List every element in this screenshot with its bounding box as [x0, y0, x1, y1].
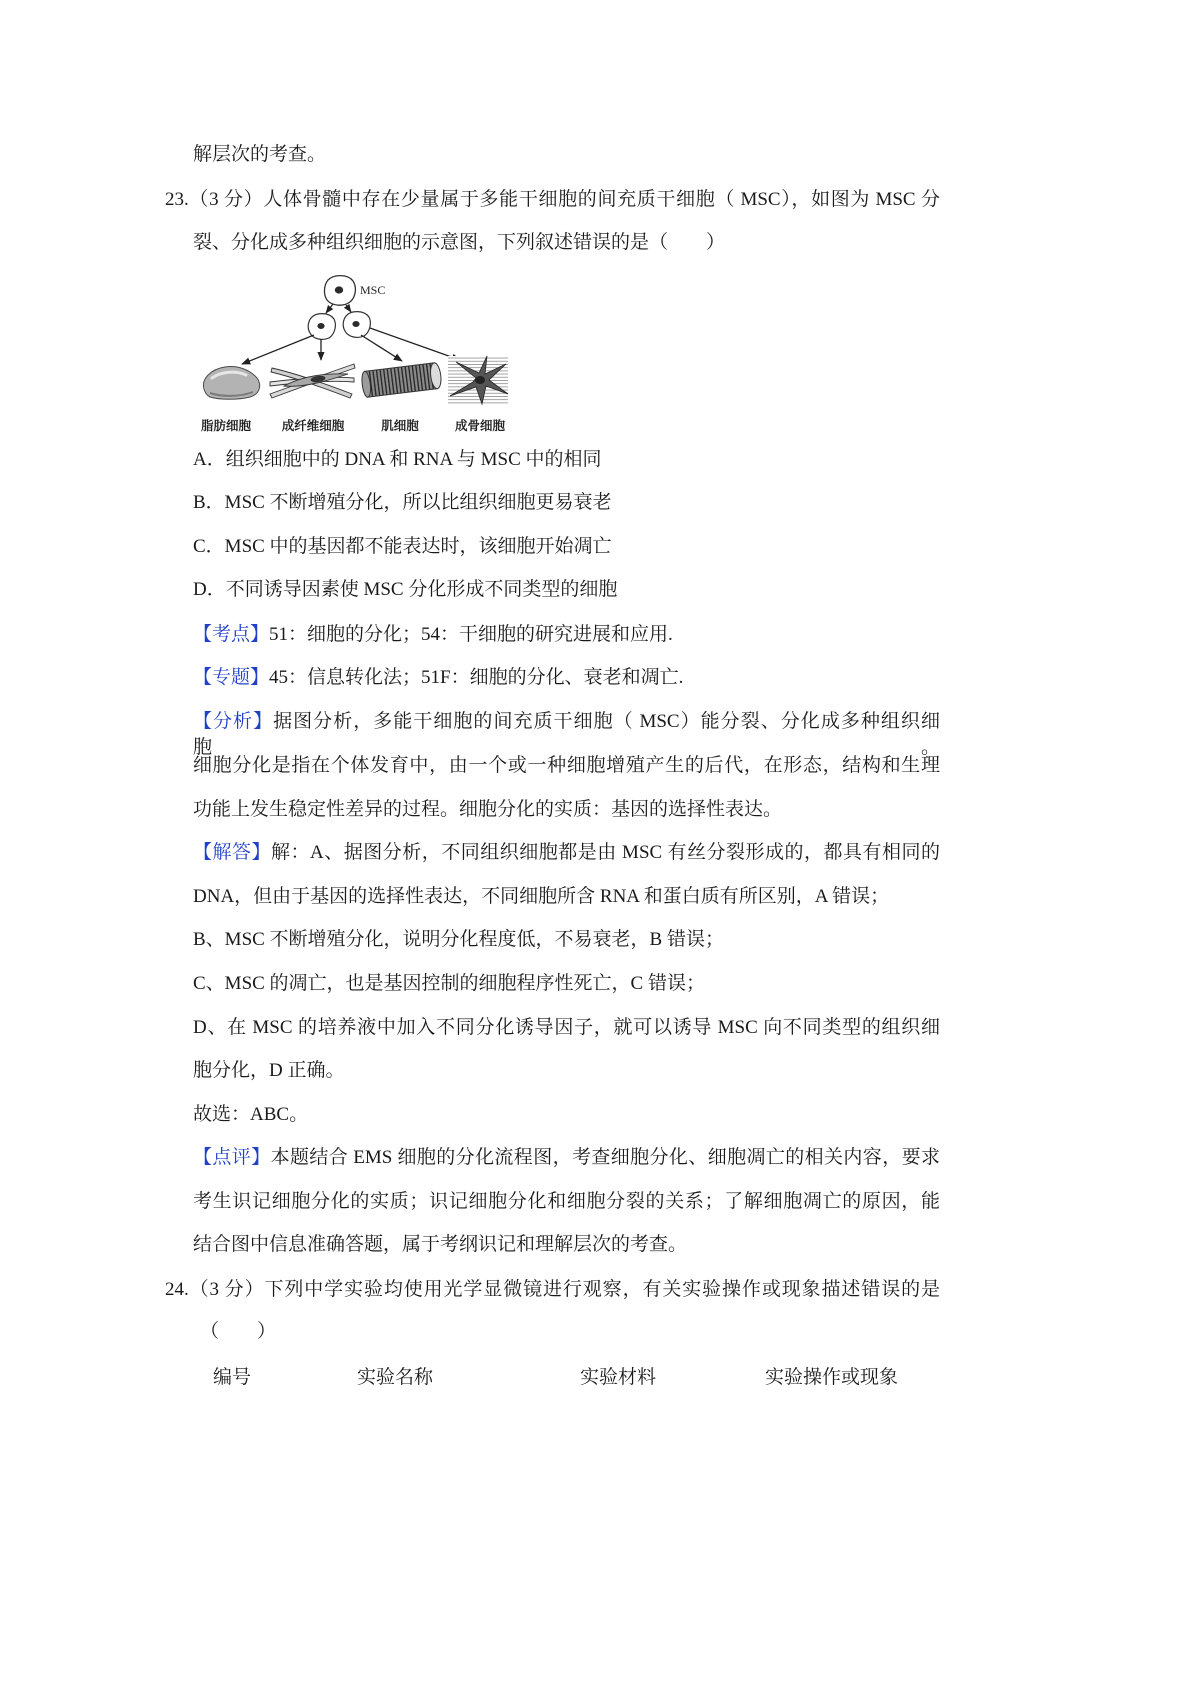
fenxi-text-1: 据图分析，多能干细胞的间充质干细胞（ MSC）能分裂、分化成多种组织细胞。 [193, 711, 940, 758]
dianping-line-1 [193, 1145, 940, 1171]
osteoblast-image [448, 356, 508, 404]
table-header-experiment-name: 实验名称 [357, 1367, 434, 1388]
jieda-label: 【解答】 [193, 842, 272, 863]
zhuanti-line [193, 665, 683, 691]
option-b: B．MSC 不断增殖分化，所以比组织细胞更易衰老 [193, 492, 612, 513]
dianping-line-3: 结合图中信息准确答题，属于考纲识记和理解层次的考查。 [193, 1234, 688, 1255]
arrow-to-muscle-cell [361, 335, 402, 361]
kaodian-label: 【考点】 [193, 624, 270, 645]
jieda-line-4: C、MSC 的凋亡，也是基因控制的细胞程序性死亡，C 错误； [193, 973, 705, 994]
muscle-cell-label: 肌细胞 [381, 418, 419, 433]
previous-answer-tail: 解层次的考查。 [193, 144, 327, 165]
msc-label: MSC [360, 283, 386, 297]
zhuanti-label: 【专题】 [193, 667, 270, 688]
division-arrow-right [346, 305, 351, 312]
arrow-to-osteoblast [370, 328, 460, 360]
question-23-stem-line-1: 23.（3 分）人体骨髓中存在少量属于多能干细胞的间充质干细胞（ MSC），如图为 MSC 分 [165, 189, 940, 210]
table-header-operation-phenomenon: 实验操作或现象 [765, 1367, 899, 1388]
option-a: A．组织细胞中的 DNA 和 RNA 与 MSC 中的相同 [193, 449, 602, 470]
division-arrow-left [326, 304, 333, 313]
msc-stem-cell [324, 276, 355, 306]
question-24-answer-blank: （ ） [200, 1321, 277, 1342]
question-24-stem-line-1: 24.（3 分）下列中学实验均使用光学显微镜进行观察，有关实验操作或现象描述错误的是 [165, 1279, 940, 1300]
osteoblast-label: 成骨细胞 [454, 418, 506, 433]
table-header-number: 编号 [213, 1367, 252, 1388]
fat-cell-image [203, 367, 259, 400]
daughter-cell-right-nucleus [352, 321, 359, 327]
option-c: C．MSC 中的基因都不能表达时，该细胞开始凋亡 [193, 536, 612, 557]
fibroblast-image [270, 364, 355, 398]
table-header-experiment-material: 实验材料 [580, 1367, 657, 1388]
daughter-cell-left-nucleus [317, 323, 324, 329]
daughter-cell-right [343, 312, 370, 338]
jieda-line-5: D、在 MSC 的培养液中加入不同分化诱导因子，就可以诱导 MSC 向不同类型的组织细 [193, 1017, 940, 1038]
msc-cell-nucleus [335, 286, 343, 293]
muscle-fiber-body [365, 363, 438, 397]
jieda-line-1 [193, 840, 940, 866]
msc-differentiation-diagram [190, 268, 520, 440]
option-d: D．不同诱导因素使 MSC 分化形成不同类型的细胞 [193, 579, 618, 600]
osteoblast-nucleus [475, 376, 485, 384]
dianping-text-1: 本题结合 EMS 细胞的分化流程图，考查细胞分化、细胞凋亡的相关内容，要求 [270, 1147, 940, 1168]
question-23-stem-line-2: 裂、分化成多种组织细胞的示意图，下列叙述错误的是（ ） [193, 232, 726, 253]
jieda-line-2: DNA，但由于基因的选择性表达，不同细胞所含 RNA 和蛋白质有所区别，A 错误； [193, 886, 890, 907]
dianping-line-2: 考生识记细胞分化的实质；识记细胞分化和细胞分裂的关系；了解细胞凋亡的原因，能 [193, 1191, 940, 1212]
jieda-line-6: 胞分化，D 正确。 [193, 1060, 345, 1081]
experiment-table-header [0, 1365, 1200, 1391]
arrow-to-fat-cell [242, 335, 314, 364]
zhuanti-text: 45：信息转化法；51F：细胞的分化、衰老和凋亡. [269, 667, 684, 688]
jieda-line-3: B、MSC 不断增殖分化，说明分化程度低，不易衰老，B 错误； [193, 929, 724, 950]
fenxi-line-3: 功能上发生稳定性差异的过程。细胞分化的实质：基因的选择性表达。 [193, 799, 783, 820]
fat-cell-label: 脂肪细胞 [200, 418, 252, 433]
fenxi-line-2: 细胞分化是指在个体发育中，由一个或一种细胞增殖产生的后代，在形态，结构和生理 [193, 755, 940, 776]
muscle-cell-image [361, 362, 443, 397]
kaodian-text: 51：细胞的分化；54：干细胞的研究进展和应用. [269, 624, 673, 645]
fenxi-label: 【分析】 [193, 711, 274, 732]
kaodian-line [193, 622, 673, 648]
jieda-text-1: 解：A、据图分析，不同组织细胞都是由 MSC 有丝分裂形成的，都具有相同的 [271, 842, 940, 863]
fibroblast-label: 成纤维细胞 [281, 418, 345, 433]
answer-choice: 故选：ABC。 [193, 1104, 309, 1125]
fenxi-line-1 [193, 709, 940, 758]
dianping-label: 【点评】 [193, 1147, 271, 1168]
